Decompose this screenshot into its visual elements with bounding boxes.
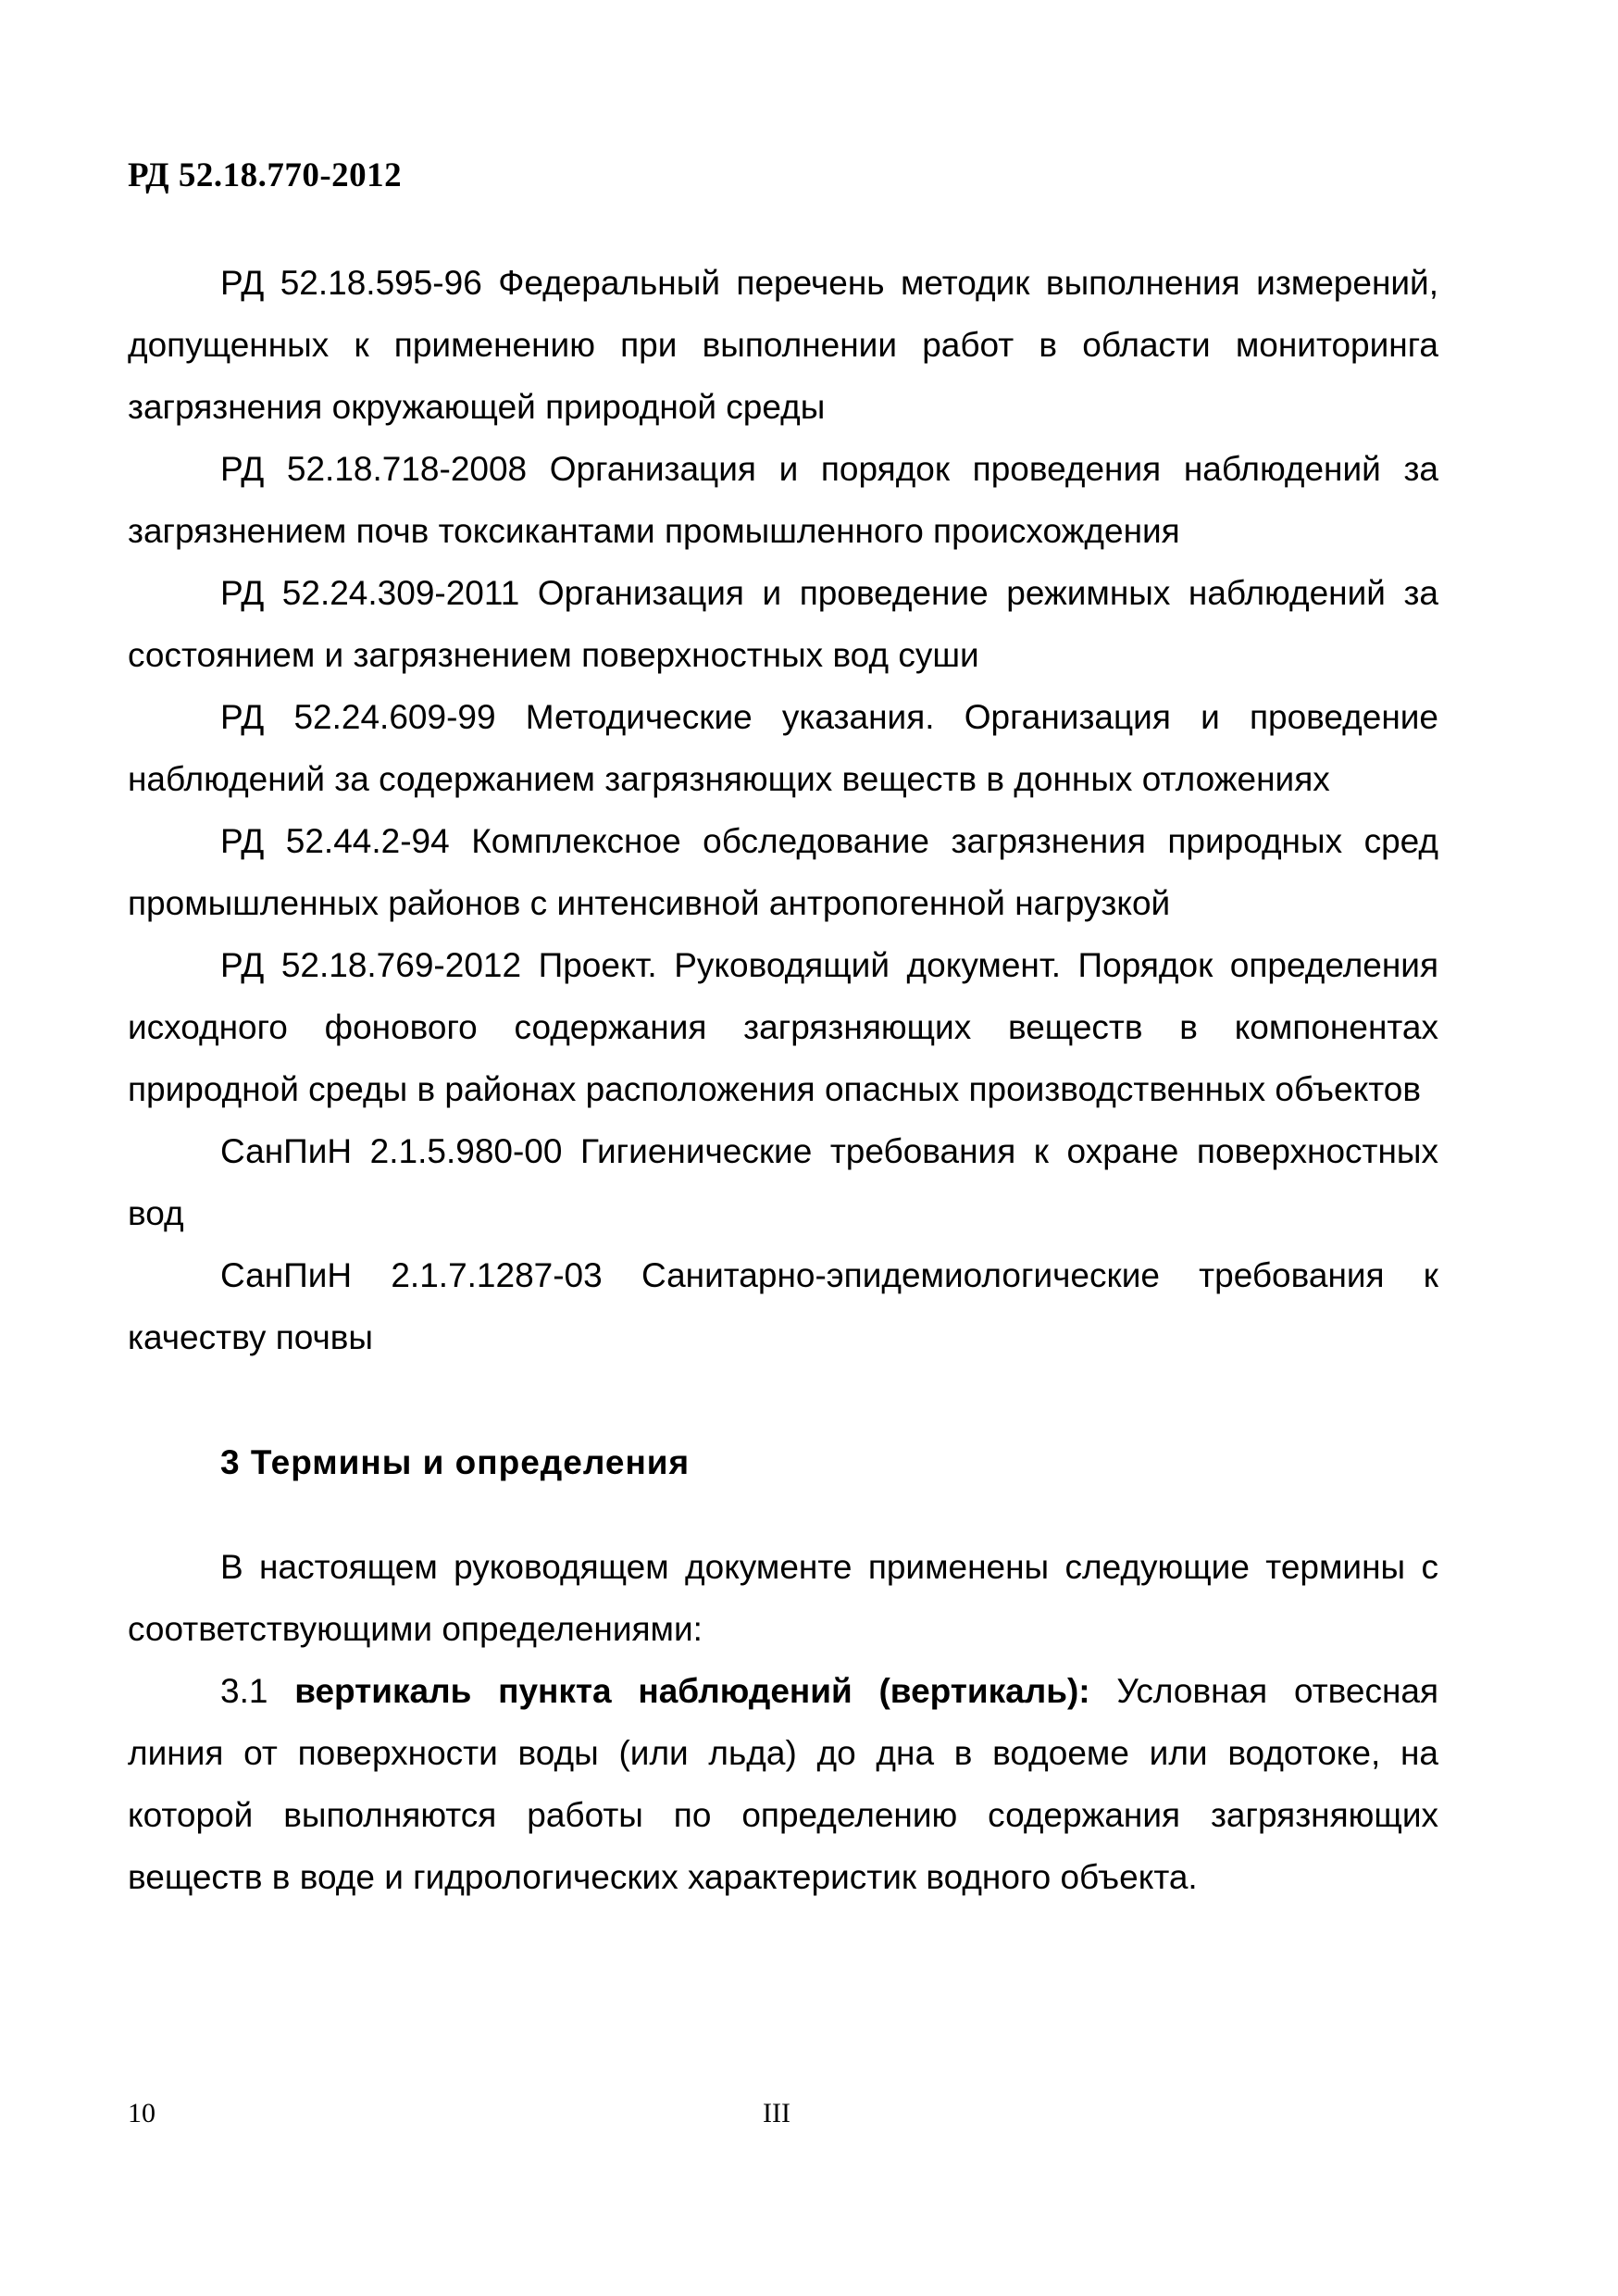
reference-item	[128, 934, 1438, 1120]
reference-item	[128, 810, 1438, 934]
intro-paragraph: В настоящем руководящем документе применены следующие термины с соответствующими определениями:	[128, 1548, 1438, 1648]
page-roman-numeral: III	[763, 2098, 790, 2128]
reference-title: Санитарно-эпидемиологические требования к качеству почвы	[128, 1256, 1438, 1356]
reference-code: СанПиН 2.1.5.980-00	[220, 1132, 563, 1170]
reference-code: РД 52.18.769-2012	[220, 946, 522, 984]
reference-item	[128, 1244, 1438, 1368]
term-definition: Условная отвесная линия от поверхности воды (или льда) до дна в водоеме или водотоке, на которой выполняются работы по определению содержания загрязняющих веществ в воде и гидрологических характеристик водного объекта.	[128, 1672, 1439, 1896]
reference-title: Комплексное обследование загрязнения природных сред промышленных районов с интенсивной антропогенной нагрузкой	[128, 822, 1439, 922]
reference-title: Федеральный перечень методик выполнения измерений, допущенных к применению при выполнении работ в области мониторинга загрязнения окружающей природной среды	[128, 264, 1438, 426]
reference-code: СанПиН 2.1.7.1287-03	[220, 1256, 603, 1294]
document-body	[128, 252, 1438, 1908]
term-paragraph	[128, 1660, 1438, 1908]
reference-title: Методические указания. Организация и проведение наблюдений за содержанием загрязняющих веществ в донных отложениях	[128, 698, 1438, 798]
reference-code: РД 52.18.595-96	[220, 264, 482, 302]
reference-title: Организация и проведение режимных наблюдений за состоянием и загрязнением поверхностных вод суши	[128, 574, 1438, 674]
reference-code: РД 52.18.718-2008	[220, 450, 528, 488]
reference-code: РД 52.24.309-2011	[220, 574, 520, 612]
reference-item	[128, 438, 1438, 562]
term-number: 3.1	[220, 1672, 268, 1710]
term-name: вертикаль пункта наблюдений (вертикаль):	[294, 1672, 1090, 1710]
section-title: 3 Термины и определения	[220, 1443, 691, 1481]
references-list	[128, 252, 1438, 1368]
reference-title: Гигиенические требования к охране поверхностных вод	[128, 1132, 1438, 1232]
reference-title: Проект. Руководящий документ. Порядок определения исходного фонового содержания загрязняющих веществ в компонентах природной среды в районах расположения опасных производственных объектов	[128, 946, 1439, 1108]
page-number: 10	[128, 2098, 156, 2128]
reference-item	[128, 252, 1438, 438]
reference-code: РД 52.24.609-99	[220, 698, 496, 736]
reference-title: Организация и порядок проведения наблюдений за загрязнением почв токсикантами промышленного происхождения	[128, 450, 1439, 550]
reference-code: РД 52.44.2-94	[220, 822, 450, 860]
reference-item	[128, 686, 1438, 810]
reference-item	[128, 1120, 1438, 1244]
reference-item	[128, 562, 1438, 686]
document-header: РД 52.18.770-2012	[128, 156, 403, 194]
